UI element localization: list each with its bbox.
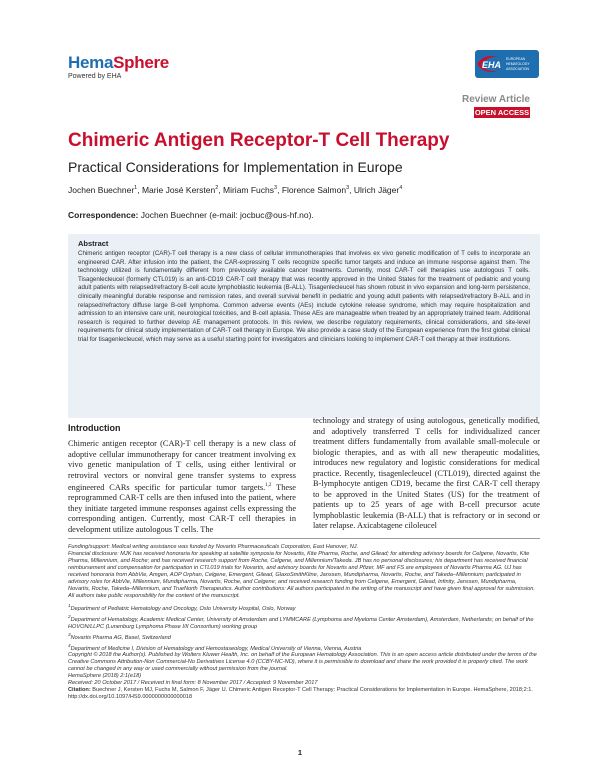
svg-text:EUROPEAN: EUROPEAN	[506, 57, 526, 61]
author-list: Jochen Buechner$^1$, Marie José Kersten$^2$, Miriam Fuchs$^3$, Florence Salmon$^3$, Ulrich Jäger$^4$	[68, 185, 403, 195]
journal-logo	[68, 54, 169, 72]
correspondence	[68, 210, 314, 220]
badge-label: EHA	[482, 60, 502, 70]
page-number: 1	[297, 748, 303, 757]
powered-by: Powered by EHA	[68, 73, 122, 80]
intro-paragraph: Chimeric antigen receptor (CAR)-T cell therapy is a new class of adoptive cellular immunotherapy for cancer treatment involving ex vivo genetic manipulation of T cells, using either lentiviral or retroviral vectors or nonviral gene transfer systems to express engineered CARs specific for particular tumor targets.	[68, 439, 296, 492]
journal-ref: HemaSphere (2018) 2:1(e18)	[68, 673, 142, 680]
received-dates: Received: 20 October 2017 / Received in final form: 8 November 2017 / Accepted: 9 November 2017	[68, 680, 318, 687]
author-affiliation: 4	[399, 185, 403, 192]
eha-badge	[475, 50, 539, 78]
author-name: Miriam Fuchs	[223, 185, 275, 195]
article-title: Chimeric Antigen Receptor-T Cell Therapy	[68, 130, 450, 151]
intro-paragraph-cont: These reprogrammed CAR-T cells are then infused into the patient, where they initiate targeted immune responses against cells expressing the corresponding antigen. Currently, most CAR-T cell therapies in development utilize autologous T cells. The	[68, 482, 296, 534]
article-type: Review Article	[462, 94, 530, 105]
correspondence-label: Correspondence:	[68, 210, 139, 220]
author-name: Jochen Buechner	[68, 185, 135, 195]
affiliation-2: $^2$Department of Hematology, Academic Medical Center, University of Amsterdam and LYMMCARE (Lymphoma and Myeloma Center Amsterdam), Amsterdam, Netherlands; on behalf of the HOVON/LLPC (Lunenburg Lymphoma Phase I/II Consortium) working group	[68, 613, 534, 630]
copyright-note: Copyright © 2018 the Author(s). Published by Wolters Kluwer Health, Inc. on behalf of the European Hematology Association. This is an open access article distributed under the terms of the Creative Commons Attribution-Non Commercial-No Derivatives License 4.0 (CCBY-NC-ND), where it is permissible to download and share the work provided it is properly cited. The work cannot be changed in any way or used commercially without permission from the journal.	[68, 652, 537, 673]
affiliation-1: $^1$Department of Pediatric Hematology and Oncology, Oslo University Hospital, Oslo, Norway	[68, 603, 296, 612]
author-name: Ulrich Jäger	[353, 185, 400, 195]
affiliation-4: $^4$Department of Medicine I, Division of Hematology and Hemostaseology, Medical University of Vienna, Vienna, Austria	[68, 642, 362, 652]
affiliation-3: $^3$Novartis Pharma AG, Basel, Switzerland	[68, 631, 171, 641]
body-column-right: technology and strategy of using autologous, genetically modified, and adoptively transferred T cells for individualized cancer treatment differs fundamentally from available small-molecule or biologic therapies, and as with all new therapeutic modalities, introduces new regulatory and logistic considerations for medical practice. Recently, tisagenlecleucel (CTL019), directed against the B-lymphocyte antigen CD19, became the first CAR-T cell therapy to be approved in the United States (US) for the treatment of patients up to 25 years of age with B-cell precursor acute lymphoblastic leukemia (B-ALL) that is refractory or in second or later relapse. Axicabtagene ciloleucel	[313, 416, 540, 530]
abstract-box	[68, 234, 540, 418]
funding-note: Funding/support: Medical writing assistance was funded by Novartis Pharmaceuticals Corporation, East Hanover, NJ.	[68, 544, 359, 550]
article-subtitle: Practical Considerations for Implementation in Europe	[68, 159, 403, 175]
citation-ref: 1,2	[265, 483, 272, 488]
author-name: Florence Salmon	[281, 185, 347, 195]
footnotes	[68, 544, 540, 701]
author-affiliation: 1	[134, 185, 138, 192]
footnote-divider	[68, 538, 540, 539]
citation-note: Citation: Buechner J, Kersten MJ, Fuchs M, Salmon F, Jäger U. Chimeric Antigen Receptor-T Cell Therapy: Practical Considerations for Implementation in Europe. HemaSphere, 2018;2:1. http://dx.doi.org/10.1097/HS9.0000000000000018	[68, 687, 533, 701]
disclosure-note: Financial disclosure: MJK has received honoraria for speaking at satellite symposia for Novartis, Kite Pharma, Roche, and Gilead; for attending advisory boards for Celgene, Novartis, Kite Pharma, Millennium, and Roche; and has received research support from Roche, Celgene, and Millennium/Takeda. JB has no personal disclosures; his department has received financial reimbursement and compensation for participation in CTL019 trials for Novartis, and advisory boards for Novartis and Pfizer. MF and FS are employees of Novartis Pharma AG. UJ has received honoraria from AbbVie, Amgen, AOP Orphan, Celgene, Emergent, Gilead, GlaxoSmithKline, Janssen, Mundipharma, Novartis, Roche, and Takeda–Millennium; participated in advisory roles for AbbVie, Millennium, Mundipharma, Novartis, Roche, and Celgene; and received research funding from Celgene, Emergent, Gilead, Infinity, Janssen, Mundipharma, Novartis, Roche, Takeda–Millennium, and TrueNorth Therapeutics. Author contributions: All authors participated in the writing of the manuscript and have given final approval for submission. All authors take public responsibility for the content of the manuscript.	[68, 551, 535, 599]
section-heading-introduction: Introduction	[68, 423, 121, 433]
author-affiliation: 3	[274, 185, 278, 192]
logo-hema: Hema	[68, 53, 114, 72]
abstract-text: Chimeric antigen receptor (CAR)-T cell therapy is a new class of cellular immunotherapies that involves ex vivo genetic modification of T cells to incorporate an engineered CAR. After infusion into the patient, the CAR-expressing T cells recognize specific tumor targets and induce an immune response against them. The technology utilized is fundamentally different from previously available cancer treatments. Currently, most CAR-T cell therapies use autologous T cells. Tisagenlecleucel (formerly CTL019) is an anti-CD19 CAR-T cell therapy that was recently approved in the United States for the treatment of pediatric and young adult patients with relapsed/refractory B-cell acute lymphoblastic leukemia (B-ALL). Tisagenlecleucel has shown robust in vivo expansion and long-term persistence, clinically meaningful durable response and remission rates, and overall survival benefit in pediatric and young adult patients with relapsed/refractory B-ALL and in relapsed/refractory diffuse large B-cell lymphoma. Common adverse events (AEs) include cytokine release syndrome, which may require hospitalization and admission to an intensive care unit, neurological toxicities, and B-cell aplasia. These AEs are manageable when treated by an appropriately trained team. Additional research is required to further develop AE management protocols. In this review, we describe regulatory requirements, clinical considerations, and site-level requirements for clinical study implementation of CAR-T cell therapy in Europe. We also provide a case study of the European experience from the first global clinical trial for tisagenlecleucel, which may serve as a useful starting point for investigators and clinicians looking to implement CAR-T cell therapy at their institutions.	[78, 250, 530, 343]
abstract-heading: Abstract	[78, 239, 109, 248]
logo-sphere: Sphere	[113, 53, 169, 72]
eha-logo-icon	[475, 50, 539, 78]
open-access-badge: OPEN ACCESS	[474, 108, 530, 117]
body-column-left	[68, 439, 296, 535]
author-affiliation: 3	[346, 185, 350, 192]
svg-text:HEMATOLOGY: HEMATOLOGY	[506, 62, 530, 66]
svg-text:ASSOCIATION: ASSOCIATION	[506, 67, 529, 71]
author-affiliation: 2	[215, 185, 219, 192]
correspondence-text: Jochen Buechner (e-mail: jocbuc@ous-hf.no).	[140, 210, 314, 220]
author-name: Marie José Kersten	[141, 185, 216, 195]
